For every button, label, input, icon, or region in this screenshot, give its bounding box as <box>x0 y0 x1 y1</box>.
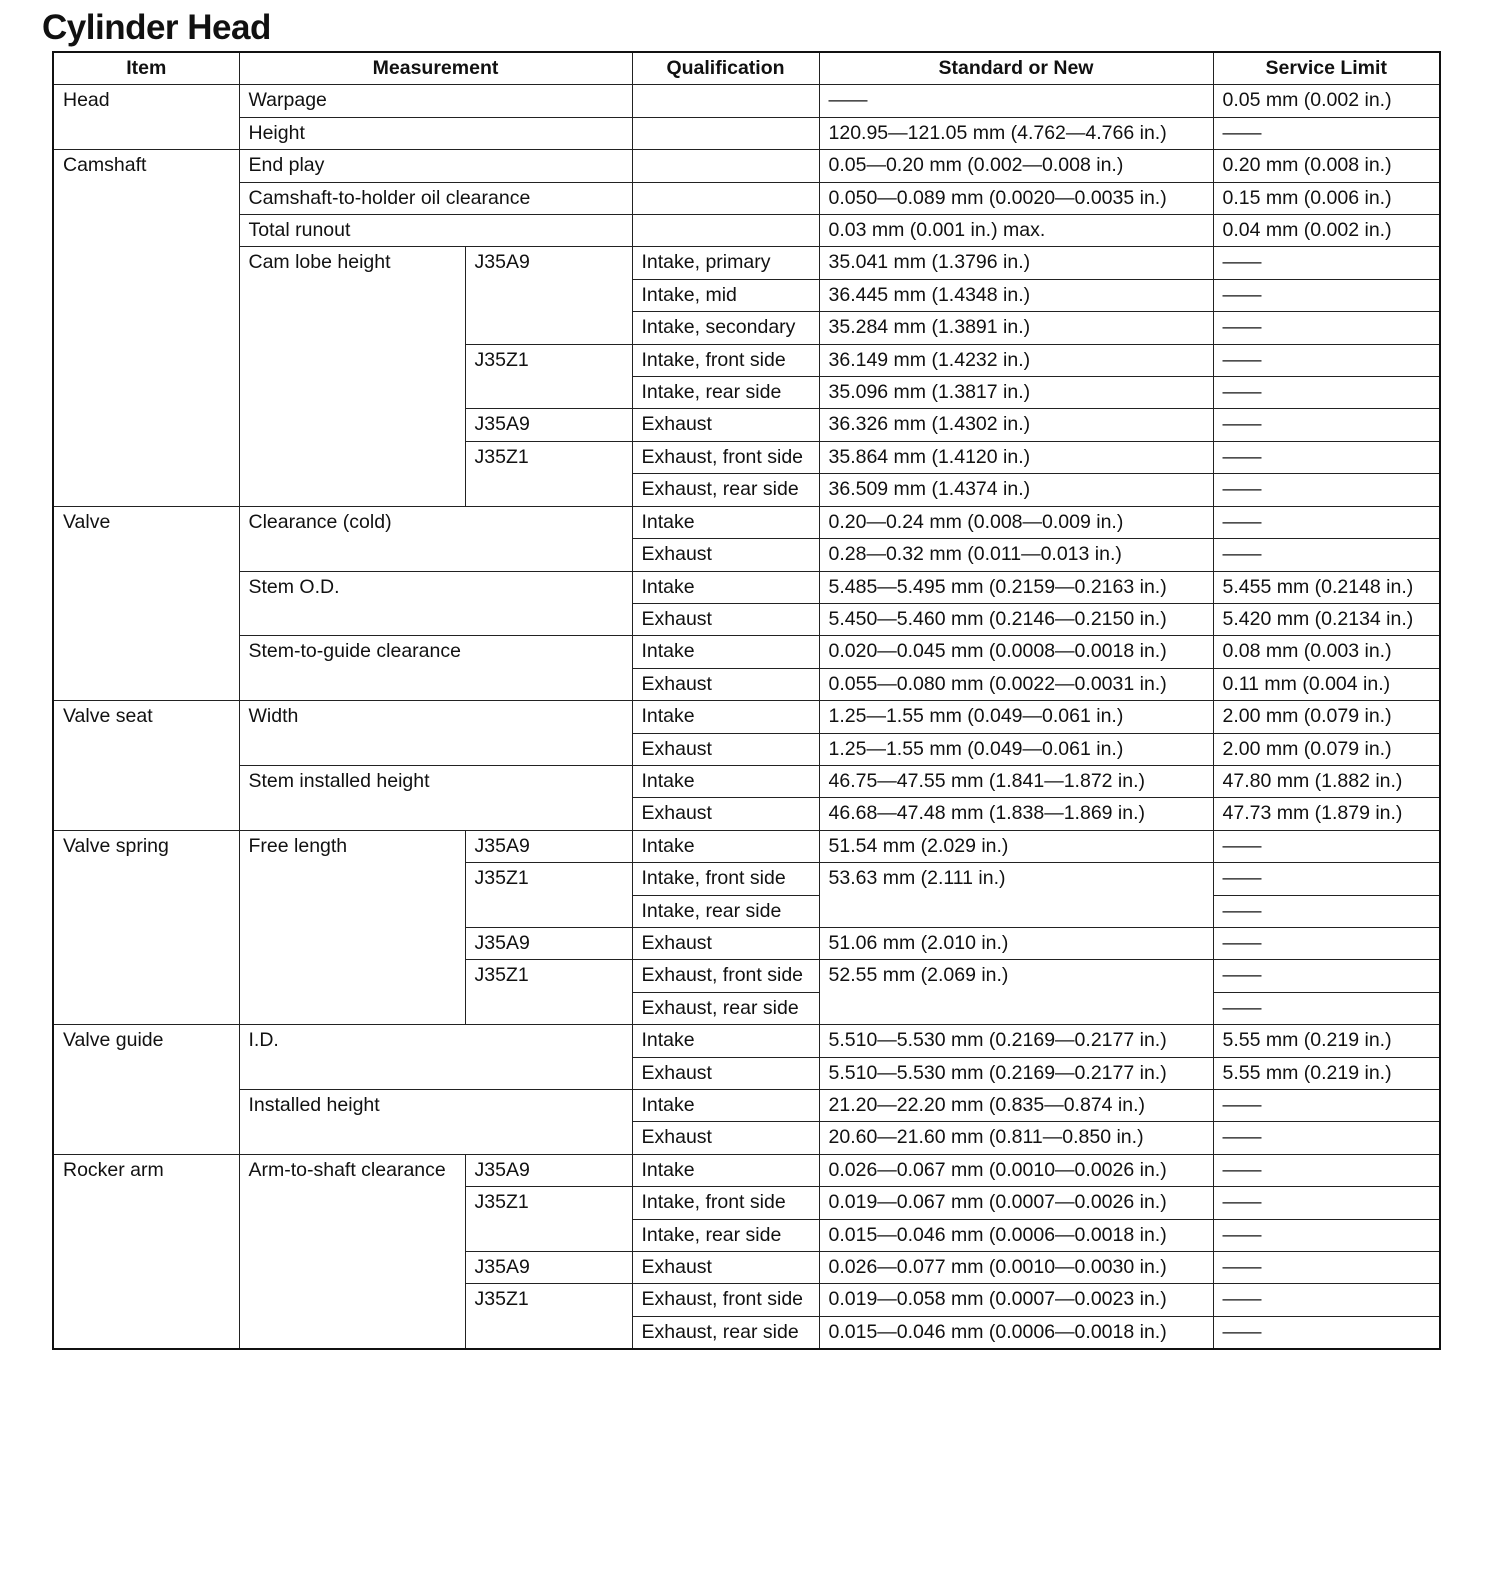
table-cell: Intake <box>632 1090 819 1122</box>
table-cell: 2.00 mm (0.079 in.) <box>1213 701 1440 733</box>
table-cell: 51.54 mm (2.029 in.) <box>819 830 1213 862</box>
no-limit-dash: —— <box>1213 1187 1440 1219</box>
table-cell: Valve seat <box>53 701 239 831</box>
table-cell: Intake, secondary <box>632 312 819 344</box>
table-row <box>53 117 1440 149</box>
no-limit-dash: —— <box>1213 312 1440 344</box>
table-cell: 5.455 mm (0.2148 in.) <box>1213 571 1440 603</box>
table-cell: 2.00 mm (0.079 in.) <box>1213 733 1440 765</box>
table-cell: Exhaust, front side <box>632 1284 819 1316</box>
table-row <box>53 571 1440 603</box>
table-cell: Free length <box>239 830 465 1024</box>
table-cell: Exhaust <box>632 733 819 765</box>
no-limit-dash: —— <box>1213 1090 1440 1122</box>
table-cell: 36.326 mm (1.4302 in.) <box>819 409 1213 441</box>
table-cell: J35Z1 <box>465 441 632 506</box>
table-cell: Intake, primary <box>632 247 819 279</box>
table-row <box>53 215 1440 247</box>
no-limit-dash: —— <box>1213 863 1440 895</box>
table-cell: Exhaust <box>632 668 819 700</box>
table-cell: Height <box>239 117 632 149</box>
no-limit-dash: —— <box>1213 247 1440 279</box>
table-cell: Stem-to-guide clearance <box>239 636 632 701</box>
table-row <box>53 150 1440 182</box>
table-cell <box>632 150 819 182</box>
table-cell: 0.04 mm (0.002 in.) <box>1213 215 1440 247</box>
table-cell: 0.20—0.24 mm (0.008—0.009 in.) <box>819 506 1213 538</box>
table-cell: Intake, rear side <box>632 377 819 409</box>
table-cell: 20.60—21.60 mm (0.811—0.850 in.) <box>819 1122 1213 1154</box>
table-cell: 0.015—0.046 mm (0.0006—0.0018 in.) <box>819 1219 1213 1251</box>
table-cell: 0.050—0.089 mm (0.0020—0.0035 in.) <box>819 182 1213 214</box>
header-row <box>53 52 1440 85</box>
table-cell: Clearance (cold) <box>239 506 632 571</box>
table-cell: Intake, front side <box>632 1187 819 1219</box>
table-cell: 35.864 mm (1.4120 in.) <box>819 441 1213 473</box>
table-row <box>53 636 1440 668</box>
table-cell: 0.11 mm (0.004 in.) <box>1213 668 1440 700</box>
table-cell: J35A9 <box>465 1154 632 1186</box>
table-row <box>53 1090 1440 1122</box>
table-cell: Stem installed height <box>239 765 632 830</box>
table-cell: Intake, front side <box>632 344 819 376</box>
table-cell: 5.420 mm (0.2134 in.) <box>1213 603 1440 635</box>
table-cell: Intake <box>632 571 819 603</box>
table-cell <box>632 85 819 117</box>
table-cell: J35Z1 <box>465 960 632 1025</box>
table-cell: 0.020—0.045 mm (0.0008—0.0018 in.) <box>819 636 1213 668</box>
table-cell: Exhaust <box>632 927 819 959</box>
page-title: Cylinder Head <box>42 8 271 47</box>
table-cell: 0.05 mm (0.002 in.) <box>1213 85 1440 117</box>
table-cell: 5.510—5.530 mm (0.2169—0.2177 in.) <box>819 1057 1213 1089</box>
table-cell: Intake <box>632 1154 819 1186</box>
table-cell: Exhaust <box>632 1252 819 1284</box>
table-cell: Valve guide <box>53 1025 239 1155</box>
no-limit-dash: —— <box>1213 1252 1440 1284</box>
table-cell: Camshaft-to-holder oil clearance <box>239 182 632 214</box>
table-cell: Intake, rear side <box>632 1219 819 1251</box>
no-limit-dash: —— <box>1213 992 1440 1024</box>
table-cell: Exhaust, front side <box>632 441 819 473</box>
table-cell: 0.08 mm (0.003 in.) <box>1213 636 1440 668</box>
no-limit-dash: —— <box>1213 830 1440 862</box>
table-cell: 36.149 mm (1.4232 in.) <box>819 344 1213 376</box>
no-limit-dash: —— <box>819 85 1213 117</box>
table-cell: 5.55 mm (0.219 in.) <box>1213 1025 1440 1057</box>
table-cell: 0.026—0.077 mm (0.0010—0.0030 in.) <box>819 1252 1213 1284</box>
no-limit-dash: —— <box>1213 506 1440 538</box>
table-cell: Exhaust, rear side <box>632 992 819 1024</box>
table-cell: 5.510—5.530 mm (0.2169—0.2177 in.) <box>819 1025 1213 1057</box>
table-cell: Cam lobe height <box>239 247 465 506</box>
table-cell: 0.20 mm (0.008 in.) <box>1213 150 1440 182</box>
header-qualification: Qualification <box>632 52 819 85</box>
table-cell: Valve spring <box>53 830 239 1024</box>
table-cell: Arm-to-shaft clearance <box>239 1154 465 1349</box>
no-limit-dash: —— <box>1213 1154 1440 1186</box>
table-row <box>53 247 1440 279</box>
table-cell: 5.55 mm (0.219 in.) <box>1213 1057 1440 1089</box>
table-cell: Intake <box>632 506 819 538</box>
table-cell: Intake <box>632 765 819 797</box>
no-limit-dash: —— <box>1213 409 1440 441</box>
cylinder-head-spec-table <box>52 51 1441 1350</box>
table-cell: Installed height <box>239 1090 632 1155</box>
table-cell: Intake <box>632 830 819 862</box>
table-cell: 0.05—0.20 mm (0.002—0.008 in.) <box>819 150 1213 182</box>
table-cell: 1.25—1.55 mm (0.049—0.061 in.) <box>819 733 1213 765</box>
table-cell: 0.28—0.32 mm (0.011—0.013 in.) <box>819 539 1213 571</box>
table-cell: 5.450—5.460 mm (0.2146—0.2150 in.) <box>819 603 1213 635</box>
table-cell: Camshaft <box>53 150 239 506</box>
table-cell: Valve <box>53 506 239 700</box>
no-limit-dash: —— <box>1213 1316 1440 1349</box>
no-limit-dash: —— <box>1213 1219 1440 1251</box>
table-row <box>53 85 1440 117</box>
no-limit-dash: —— <box>1213 474 1440 506</box>
no-limit-dash: —— <box>1213 1284 1440 1316</box>
table-cell: Intake, front side <box>632 863 819 895</box>
header-measurement: Measurement <box>239 52 632 85</box>
table-cell: 46.68—47.48 mm (1.838—1.869 in.) <box>819 798 1213 830</box>
no-limit-dash: —— <box>1213 117 1440 149</box>
table-cell: J35A9 <box>465 409 632 441</box>
no-limit-dash: —— <box>1213 539 1440 571</box>
table-cell: J35Z1 <box>465 863 632 928</box>
no-limit-dash: —— <box>1213 441 1440 473</box>
table-cell: J35A9 <box>465 927 632 959</box>
table-cell: Exhaust, front side <box>632 960 819 992</box>
table-cell <box>632 117 819 149</box>
table-cell: 47.73 mm (1.879 in.) <box>1213 798 1440 830</box>
table-cell: 46.75—47.55 mm (1.841—1.872 in.) <box>819 765 1213 797</box>
no-limit-dash: —— <box>1213 377 1440 409</box>
table-cell: 120.95—121.05 mm (4.762—4.766 in.) <box>819 117 1213 149</box>
table-cell: 1.25—1.55 mm (0.049—0.061 in.) <box>819 701 1213 733</box>
table-cell: Exhaust <box>632 798 819 830</box>
no-limit-dash: —— <box>1213 279 1440 311</box>
table-cell: J35A9 <box>465 1252 632 1284</box>
table-cell: J35A9 <box>465 830 632 862</box>
table-cell: 35.284 mm (1.3891 in.) <box>819 312 1213 344</box>
table-cell: 47.80 mm (1.882 in.) <box>1213 765 1440 797</box>
table-cell: Exhaust <box>632 539 819 571</box>
header-service-limit: Service Limit <box>1213 52 1440 85</box>
table-cell: 53.63 mm (2.111 in.) <box>819 863 1213 928</box>
table-cell: Stem O.D. <box>239 571 632 636</box>
table-cell: 36.445 mm (1.4348 in.) <box>819 279 1213 311</box>
table-cell: Width <box>239 701 632 766</box>
table-cell: End play <box>239 150 632 182</box>
table-cell: I.D. <box>239 1025 632 1090</box>
no-limit-dash: —— <box>1213 960 1440 992</box>
table-cell: Warpage <box>239 85 632 117</box>
table-cell <box>632 182 819 214</box>
table-cell: J35A9 <box>465 247 632 344</box>
table-cell: J35Z1 <box>465 1187 632 1252</box>
table-cell: 0.026—0.067 mm (0.0010—0.0026 in.) <box>819 1154 1213 1186</box>
table-row <box>53 182 1440 214</box>
table-body <box>53 85 1440 1349</box>
table-cell: 0.019—0.067 mm (0.0007—0.0026 in.) <box>819 1187 1213 1219</box>
table-cell: J35Z1 <box>465 1284 632 1349</box>
table-cell: 0.15 mm (0.006 in.) <box>1213 182 1440 214</box>
table-cell: Total runout <box>239 215 632 247</box>
table-cell: Intake <box>632 701 819 733</box>
table-row <box>53 830 1440 862</box>
table-cell: 35.096 mm (1.3817 in.) <box>819 377 1213 409</box>
no-limit-dash: —— <box>1213 1122 1440 1154</box>
header-item: Item <box>53 52 239 85</box>
table-cell: 0.03 mm (0.001 in.) max. <box>819 215 1213 247</box>
table-cell: Exhaust <box>632 1122 819 1154</box>
table-cell: Rocker arm <box>53 1154 239 1349</box>
no-limit-dash: —— <box>1213 895 1440 927</box>
table-cell <box>632 215 819 247</box>
header-standard: Standard or New <box>819 52 1213 85</box>
table-row <box>53 1154 1440 1186</box>
table-cell: Exhaust <box>632 409 819 441</box>
table-cell: Exhaust, rear side <box>632 1316 819 1349</box>
table-row <box>53 765 1440 797</box>
table-row <box>53 506 1440 538</box>
table-cell: 36.509 mm (1.4374 in.) <box>819 474 1213 506</box>
table-cell: Exhaust <box>632 603 819 635</box>
table-cell: 21.20—22.20 mm (0.835—0.874 in.) <box>819 1090 1213 1122</box>
table-cell: Intake, mid <box>632 279 819 311</box>
table-cell: 52.55 mm (2.069 in.) <box>819 960 1213 1025</box>
table-row <box>53 701 1440 733</box>
table-cell: Exhaust, rear side <box>632 474 819 506</box>
table-cell: 51.06 mm (2.010 in.) <box>819 927 1213 959</box>
table-cell: 35.041 mm (1.3796 in.) <box>819 247 1213 279</box>
table-cell: 0.019—0.058 mm (0.0007—0.0023 in.) <box>819 1284 1213 1316</box>
table-cell: Intake, rear side <box>632 895 819 927</box>
no-limit-dash: —— <box>1213 927 1440 959</box>
table-cell: Head <box>53 85 239 150</box>
table-cell: Exhaust <box>632 1057 819 1089</box>
table-cell: 0.055—0.080 mm (0.0022—0.0031 in.) <box>819 668 1213 700</box>
table-cell: 5.485—5.495 mm (0.2159—0.2163 in.) <box>819 571 1213 603</box>
table-row <box>53 1025 1440 1057</box>
table-cell: Intake <box>632 1025 819 1057</box>
table-cell: J35Z1 <box>465 344 632 409</box>
table-cell: Intake <box>632 636 819 668</box>
table-cell: 0.015—0.046 mm (0.0006—0.0018 in.) <box>819 1316 1213 1349</box>
no-limit-dash: —— <box>1213 344 1440 376</box>
